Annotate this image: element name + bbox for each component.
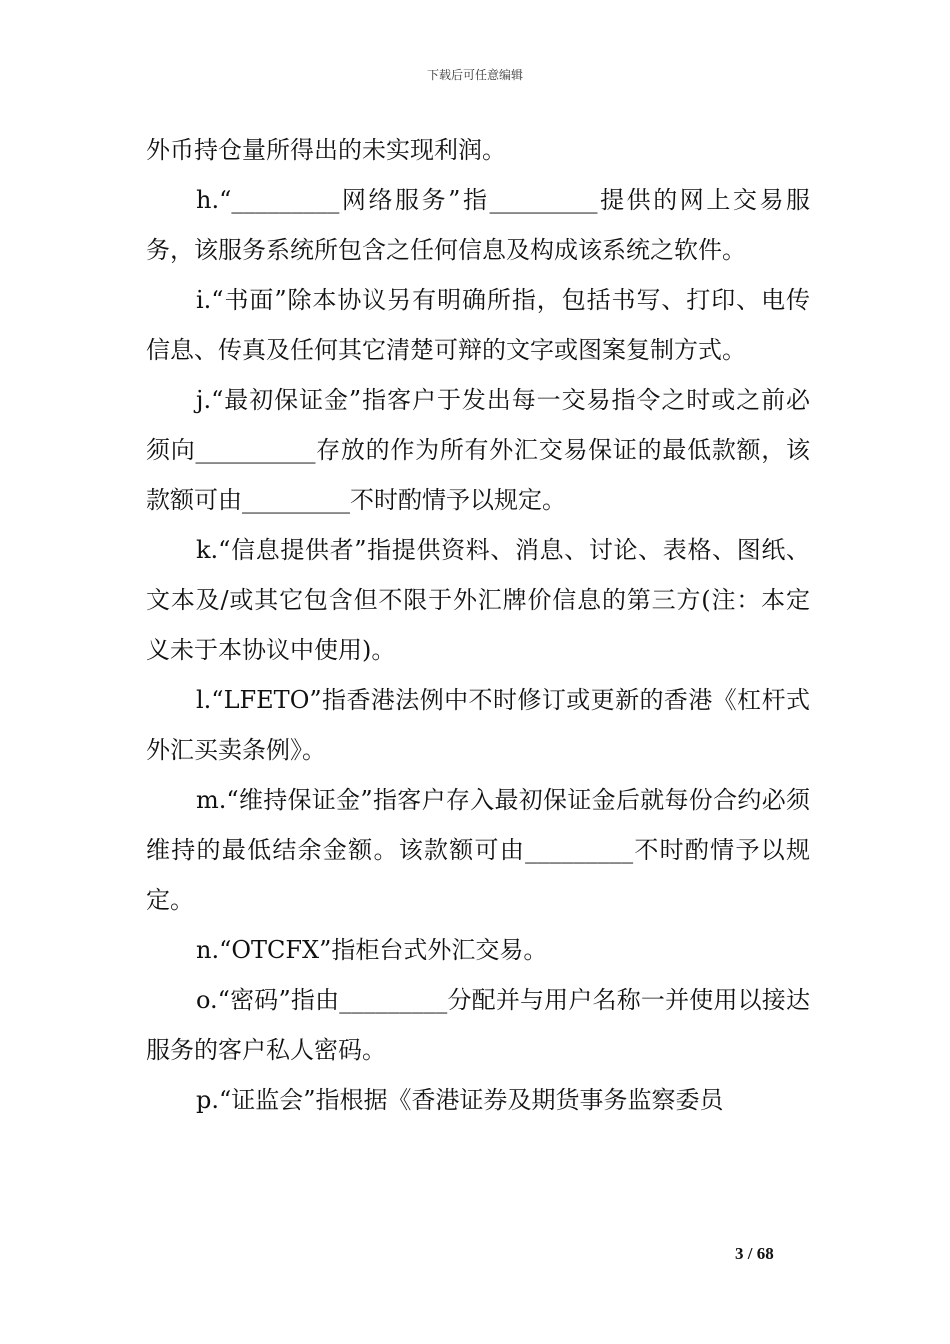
page-number: 3 / 68: [735, 1244, 774, 1263]
definition-k: k.“信息提供者”指提供资料、消息、讨论、表格、图纸、文本及/或其它包含但不限于外汇牌价信息的第三方(注：本定义未于本协议中使用)。: [146, 536, 810, 664]
page-header: 下载后可任意编辑: [426, 68, 523, 82]
definition-o: o.“密码”指由_________分配并与用户名称一并使用以接达服务的客户私人密码。: [146, 986, 810, 1064]
definition-n: n.“OTCFX”指柜台式外汇交易。: [196, 936, 548, 964]
definition-j: j.“最初保证金”指客户于发出每一交易指令之时或之前必须向__________存放的作为所有外汇交易保证的最低款额，该款额可由_________不时酌情予以规定。: [146, 386, 810, 514]
definition-l: l.“LFETO”指香港法例中不时修订或更新的香港《杠杆式外汇买卖条例》。: [146, 686, 810, 764]
definition-h: h.“_________网络服务”指_________提供的网上交易服务，该服务系统所包含之任何信息及构成该系统之软件。: [146, 186, 810, 264]
definition-m: m.“维持保证金”指客户存入最初保证金后就每份合约必须维持的最低结余金额。该款额可由_________不时酌情予以规定。: [146, 786, 810, 914]
definition-p: p.“证监会”指根据《香港证券及期货事务监察委员: [196, 1086, 724, 1114]
paragraph: 外币持仓量所得出的未实现利润。: [146, 136, 506, 164]
document-body: [146, 125, 810, 1125]
definition-i: i.“书面”除本协议另有明确所指，包括书写、打印、电传信息、传真及任何其它清楚可辩的文字或图案复制方式。: [146, 286, 810, 364]
